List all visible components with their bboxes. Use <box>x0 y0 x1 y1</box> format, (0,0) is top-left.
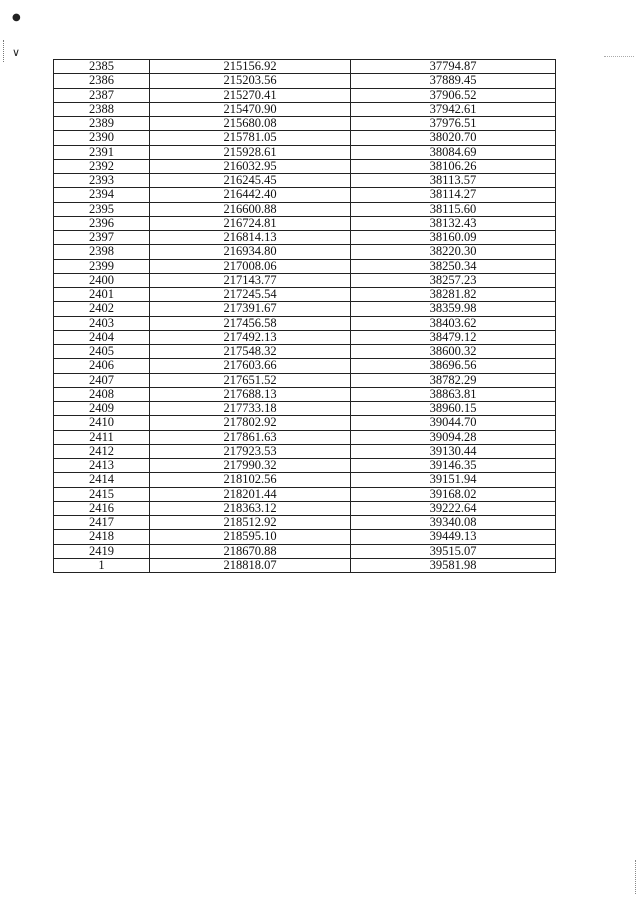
y-coordinate-cell: 38220.30 <box>351 245 556 259</box>
point-number-cell: 2411 <box>54 430 150 444</box>
table-row <box>54 145 556 159</box>
y-coordinate-cell: 38250.34 <box>351 259 556 273</box>
y-coordinate-cell: 38696.56 <box>351 359 556 373</box>
point-number-cell: 2397 <box>54 231 150 245</box>
x-coordinate-cell: 217802.92 <box>150 416 351 430</box>
table-row <box>54 288 556 302</box>
scan-check-mark: ∨ <box>12 46 21 59</box>
y-coordinate-cell: 39581.98 <box>351 558 556 572</box>
point-number-cell: 2417 <box>54 516 150 530</box>
table-row <box>54 60 556 74</box>
point-number-cell: 2390 <box>54 131 150 145</box>
table-row <box>54 416 556 430</box>
point-number-cell: 2388 <box>54 102 150 116</box>
point-number-cell: 2392 <box>54 159 150 173</box>
y-coordinate-cell: 39222.64 <box>351 501 556 515</box>
y-coordinate-cell: 38115.60 <box>351 202 556 216</box>
table-row <box>54 373 556 387</box>
table-row <box>54 88 556 102</box>
y-coordinate-cell: 37942.61 <box>351 102 556 116</box>
table-row <box>54 402 556 416</box>
y-coordinate-cell: 38106.26 <box>351 159 556 173</box>
table-row <box>54 359 556 373</box>
point-number-cell: 2404 <box>54 330 150 344</box>
point-number-cell: 2413 <box>54 459 150 473</box>
point-number-cell: 2414 <box>54 473 150 487</box>
y-coordinate-cell: 38359.98 <box>351 302 556 316</box>
scan-edge-mark <box>3 40 5 62</box>
table-row <box>54 487 556 501</box>
x-coordinate-cell: 217651.52 <box>150 373 351 387</box>
point-number-cell: 2415 <box>54 487 150 501</box>
table-row <box>54 273 556 287</box>
x-coordinate-cell: 216245.45 <box>150 174 351 188</box>
x-coordinate-cell: 218595.10 <box>150 530 351 544</box>
x-coordinate-cell: 215203.56 <box>150 74 351 88</box>
x-coordinate-cell: 217548.32 <box>150 345 351 359</box>
table-row <box>54 74 556 88</box>
y-coordinate-cell: 38403.62 <box>351 316 556 330</box>
point-number-cell: 2385 <box>54 60 150 74</box>
x-coordinate-cell: 215928.61 <box>150 145 351 159</box>
y-coordinate-cell: 37976.51 <box>351 117 556 131</box>
y-coordinate-cell: 39044.70 <box>351 416 556 430</box>
y-coordinate-cell: 38114.27 <box>351 188 556 202</box>
point-number-cell: 2389 <box>54 117 150 131</box>
x-coordinate-cell: 218363.12 <box>150 501 351 515</box>
table-row <box>54 459 556 473</box>
x-coordinate-cell: 217688.13 <box>150 387 351 401</box>
x-coordinate-cell: 216724.81 <box>150 216 351 230</box>
table-row <box>54 316 556 330</box>
x-coordinate-cell: 217143.77 <box>150 273 351 287</box>
x-coordinate-cell: 217861.63 <box>150 430 351 444</box>
y-coordinate-cell: 38600.32 <box>351 345 556 359</box>
table-row <box>54 501 556 515</box>
y-coordinate-cell: 38084.69 <box>351 145 556 159</box>
point-number-cell: 2396 <box>54 216 150 230</box>
x-coordinate-cell: 216442.40 <box>150 188 351 202</box>
point-number-cell: 2407 <box>54 373 150 387</box>
x-coordinate-cell: 218670.88 <box>150 544 351 558</box>
y-coordinate-cell: 38281.82 <box>351 288 556 302</box>
scan-edge-mark <box>604 56 634 57</box>
table-row <box>54 330 556 344</box>
point-number-cell: 2386 <box>54 74 150 88</box>
point-number-cell: 2387 <box>54 88 150 102</box>
table-row <box>54 387 556 401</box>
x-coordinate-cell: 218201.44 <box>150 487 351 501</box>
x-coordinate-cell: 217733.18 <box>150 402 351 416</box>
scan-edge-mark <box>635 860 637 894</box>
y-coordinate-cell: 37889.45 <box>351 74 556 88</box>
y-coordinate-cell: 39146.35 <box>351 459 556 473</box>
x-coordinate-cell: 217456.58 <box>150 316 351 330</box>
y-coordinate-cell: 38257.23 <box>351 273 556 287</box>
point-number-cell: 1 <box>54 558 150 572</box>
y-coordinate-cell: 38479.12 <box>351 330 556 344</box>
y-coordinate-cell: 38960.15 <box>351 402 556 416</box>
x-coordinate-cell: 218512.92 <box>150 516 351 530</box>
table-row <box>54 558 556 572</box>
point-number-cell: 2403 <box>54 316 150 330</box>
y-coordinate-cell: 38132.43 <box>351 216 556 230</box>
x-coordinate-cell: 217391.67 <box>150 302 351 316</box>
x-coordinate-cell: 215680.08 <box>150 117 351 131</box>
point-number-cell: 2402 <box>54 302 150 316</box>
point-number-cell: 2400 <box>54 273 150 287</box>
table-row <box>54 102 556 116</box>
point-number-cell: 2409 <box>54 402 150 416</box>
y-coordinate-cell: 39094.28 <box>351 430 556 444</box>
x-coordinate-cell: 215270.41 <box>150 88 351 102</box>
table-row <box>54 159 556 173</box>
y-coordinate-cell: 38160.09 <box>351 231 556 245</box>
table-row <box>54 530 556 544</box>
table-row <box>54 345 556 359</box>
x-coordinate-cell: 217603.66 <box>150 359 351 373</box>
point-number-cell: 2398 <box>54 245 150 259</box>
coordinates-table-body <box>54 60 556 573</box>
point-number-cell: 2399 <box>54 259 150 273</box>
x-coordinate-cell: 215156.92 <box>150 60 351 74</box>
x-coordinate-cell: 216934.80 <box>150 245 351 259</box>
y-coordinate-cell: 39449.13 <box>351 530 556 544</box>
point-number-cell: 2408 <box>54 387 150 401</box>
y-coordinate-cell: 39515.07 <box>351 544 556 558</box>
table-row <box>54 302 556 316</box>
point-number-cell: 2418 <box>54 530 150 544</box>
table-row <box>54 117 556 131</box>
table-row <box>54 473 556 487</box>
y-coordinate-cell: 39168.02 <box>351 487 556 501</box>
scan-speck-mark: ● <box>9 10 23 25</box>
point-number-cell: 2401 <box>54 288 150 302</box>
y-coordinate-cell: 37906.52 <box>351 88 556 102</box>
table-row <box>54 259 556 273</box>
point-number-cell: 2410 <box>54 416 150 430</box>
y-coordinate-cell: 38113.57 <box>351 174 556 188</box>
table-row <box>54 131 556 145</box>
table-row <box>54 516 556 530</box>
x-coordinate-cell: 218818.07 <box>150 558 351 572</box>
point-number-cell: 2393 <box>54 174 150 188</box>
point-number-cell: 2406 <box>54 359 150 373</box>
point-number-cell: 2405 <box>54 345 150 359</box>
x-coordinate-cell: 215470.90 <box>150 102 351 116</box>
x-coordinate-cell: 218102.56 <box>150 473 351 487</box>
y-coordinate-cell: 38782.29 <box>351 373 556 387</box>
table-row <box>54 544 556 558</box>
y-coordinate-cell: 38863.81 <box>351 387 556 401</box>
x-coordinate-cell: 216032.95 <box>150 159 351 173</box>
table-row <box>54 231 556 245</box>
point-number-cell: 2391 <box>54 145 150 159</box>
table-row <box>54 245 556 259</box>
table-row <box>54 430 556 444</box>
x-coordinate-cell: 216600.88 <box>150 202 351 216</box>
table-row <box>54 216 556 230</box>
x-coordinate-cell: 217990.32 <box>150 459 351 473</box>
point-number-cell: 2419 <box>54 544 150 558</box>
y-coordinate-cell: 39130.44 <box>351 444 556 458</box>
point-number-cell: 2394 <box>54 188 150 202</box>
y-coordinate-cell: 39340.08 <box>351 516 556 530</box>
x-coordinate-cell: 217008.06 <box>150 259 351 273</box>
x-coordinate-cell: 217923.53 <box>150 444 351 458</box>
table-row <box>54 202 556 216</box>
table-row <box>54 174 556 188</box>
y-coordinate-cell: 38020.70 <box>351 131 556 145</box>
point-number-cell: 2416 <box>54 501 150 515</box>
point-number-cell: 2395 <box>54 202 150 216</box>
y-coordinate-cell: 39151.94 <box>351 473 556 487</box>
y-coordinate-cell: 37794.87 <box>351 60 556 74</box>
point-number-cell: 2412 <box>54 444 150 458</box>
x-coordinate-cell: 215781.05 <box>150 131 351 145</box>
x-coordinate-cell: 217245.54 <box>150 288 351 302</box>
table-row <box>54 188 556 202</box>
x-coordinate-cell: 217492.13 <box>150 330 351 344</box>
table-row <box>54 444 556 458</box>
coordinates-table <box>53 59 556 573</box>
x-coordinate-cell: 216814.13 <box>150 231 351 245</box>
